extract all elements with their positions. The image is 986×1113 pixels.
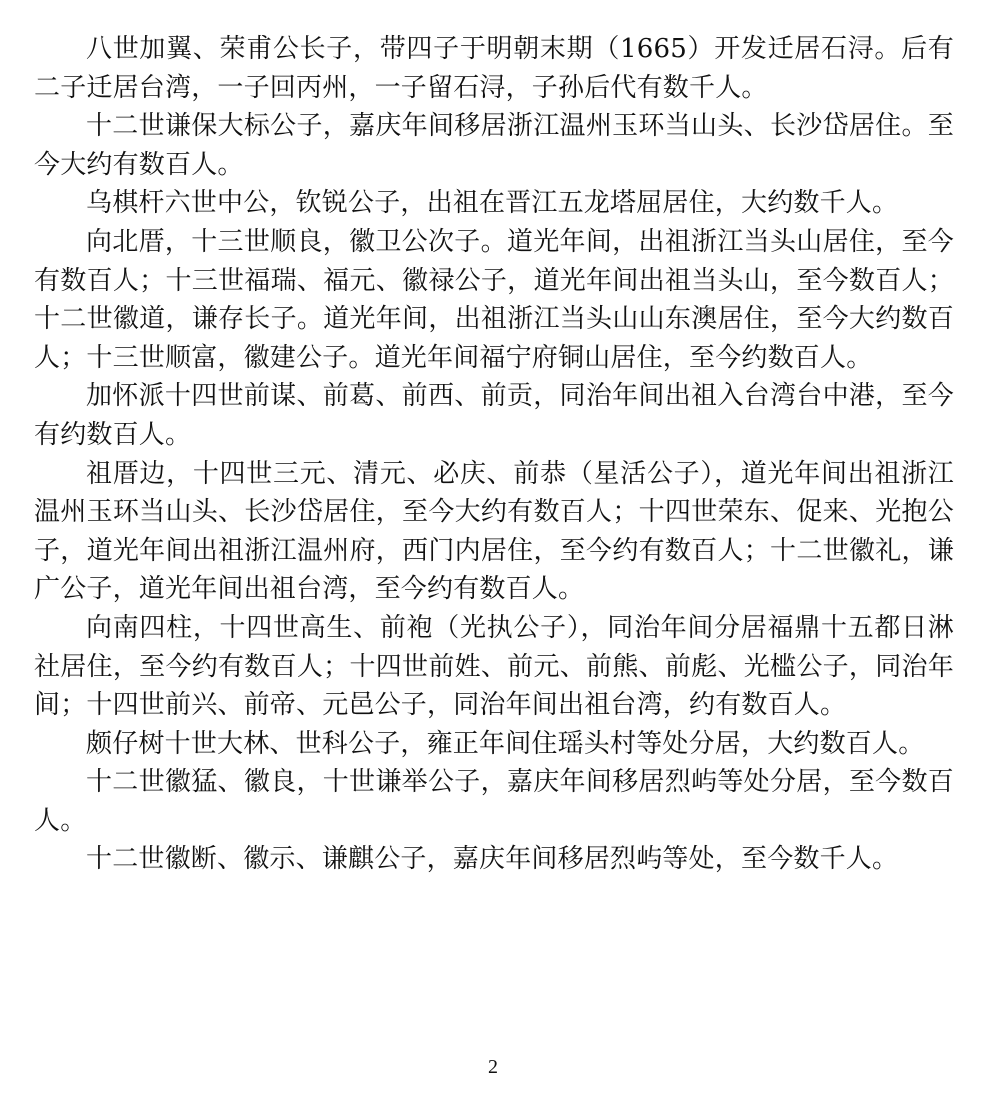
paragraph-6: 祖厝边，十四世三元、清元、必庆、前恭（星活公子），道光年间出祖浙江温州玉环当山头、长沙岱居住，至今大约有数百人；十四世荣东、促来、光抱公子，道光年间出祖浙江温州府，西门内居住，至今约有数百人；十二世徽礼，谦广公子，道光年间出祖台湾，至今约有数百人。 [34, 458, 954, 605]
paragraph-3: 乌棋杆六世中公，钦锐公子，出祖在晋江五龙塔屈居住，大约数千人。 [86, 188, 899, 219]
paragraph-9: 十二世徽猛、徽良，十世谦举公子，嘉庆年间移居烈屿等处分居，至今数百人。 [34, 767, 954, 836]
paragraph-7: 向南四柱，十四世高生、前袍（光执公子），同治年间分居福鼎十五都日淋社居住，至今约有数百人；十四世前姓、前元、前熊、前彪、光槛公子，同治年间；十四世前兴、前帝、元邑公子，同治年间出祖台湾，约有数百人。 [34, 612, 954, 721]
paragraph-10: 十二世徽断、徽示、谦麒公子，嘉庆年间移居烈屿等处，至今数千人。 [86, 844, 899, 875]
paragraph-1: 八世加翼、荣甫公长子，带四子于明朝末期（1665）开发迁居石浔。后有二子迁居台湾，一子回丙州，一子留石浔，子孙后代有数千人。 [34, 34, 954, 103]
paragraph-4: 向北厝，十三世顺良，徽卫公次子。道光年间，出祖浙江当头山居住，至今有数百人；十三世福瑞、福元、徽禄公子，道光年间出祖当头山，至今数百人；十二世徽道，谦存长子。道光年间，出祖浙江当头山山东澳居住，至今大约数百人；十三世顺富，徽建公子。道光年间福宁府铜山居住，至今约数百人。 [34, 226, 954, 373]
paragraph-2: 十二世谦保大标公子，嘉庆年间移居浙江温州玉环当山头、长沙岱居住。至今大约有数百人。 [34, 111, 954, 180]
paragraph-5: 加怀派十四世前谋、前葛、前西、前贡，同治年间出祖入台湾台中港，至今有约数百人。 [34, 381, 954, 450]
body-text [34, 30, 954, 879]
paragraph-8: 颇仔树十世大林、世科公子，雍正年间住瑶头村等处分居，大约数百人。 [86, 728, 925, 759]
page-number: 2 [488, 1056, 498, 1078]
